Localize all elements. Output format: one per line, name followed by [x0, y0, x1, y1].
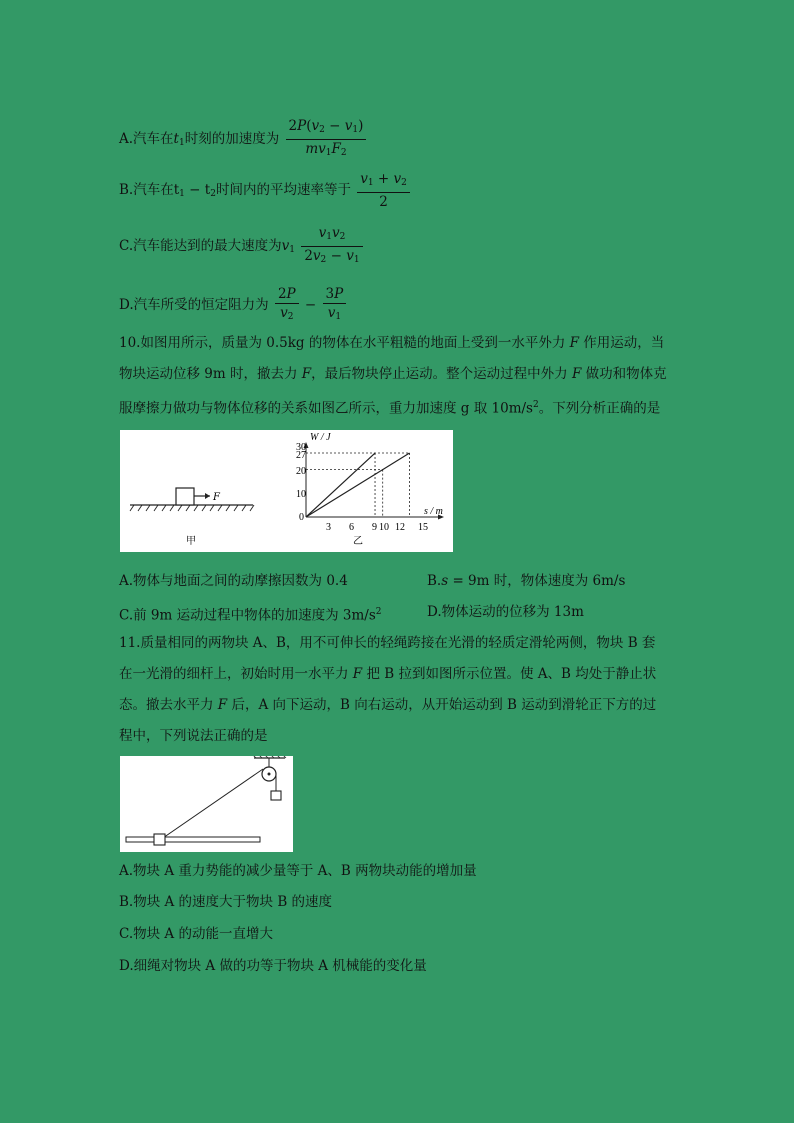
q10-option-b: B.s = 9m 时，物体速度为 6m/s — [427, 573, 626, 589]
block-a — [271, 791, 281, 800]
block — [176, 488, 194, 505]
q10-line-1-end: 作用运动，当 — [583, 335, 665, 351]
q11-option-c: C.物块 A 的动能一直增大 — [119, 926, 273, 942]
q11-line-3: 态。撤去水平力 F 后，A 向下运动，B 向右运动，从开始运动到 B 运动到滑轮正下方的过 — [119, 697, 657, 713]
q10-line-2-end: ，最后物块停止运动。整个运动过程中外力 — [311, 366, 568, 382]
q10-line-3-end: 。下列分析正确的是 — [538, 400, 661, 417]
q11-line-3-end: 后，A 向下运动，B 向右运动，从开始运动到 B 运动到滑轮正下方的过 — [231, 697, 657, 713]
block-b — [154, 834, 165, 845]
q9-c-prefix: C.汽车能达到的最大速度为 — [119, 238, 282, 254]
q9-a-mid: 时刻的加速度为 — [184, 131, 280, 147]
y-tick-label: 27 — [296, 450, 306, 461]
y-tick-label: 0 — [299, 512, 304, 523]
q11-line-2-end: 把 B 拉到如图所示位置。使 A、B 均处于静止状 — [366, 666, 657, 682]
q10-line-1: 10.如图用所示，质量为 0.5kg 的物体在水平粗糙的地面上受到一水平外力 F 作用运动，当 — [119, 335, 665, 351]
q9-d-prefix: D.汽车所受的恒定阻力为 — [119, 297, 269, 313]
x-tick-label: 12 — [395, 522, 405, 533]
q10-figure — [120, 430, 453, 552]
q10-option-a: A.物体与地面之间的动摩擦因数为 0.4 — [119, 573, 348, 589]
q9-b-mid: 时间内的平均速率等于 — [215, 182, 351, 198]
x-tick-label: 10 — [379, 522, 389, 533]
q9-option-c: C.汽车能达到的最大速度为$v_1$ $\frac{v_1v_2}{2v_2 - v_1}$ — [119, 224, 365, 269]
q11-figure — [120, 756, 293, 852]
q11-option-a: A.物块 A 重力势能的减少量等于 A、B 两物块动能的增加量 — [119, 863, 477, 879]
q9-d-formula-2: $\frac{3P}{v_1}$ — [323, 285, 347, 326]
block-diagram — [130, 488, 254, 547]
x-ticks — [326, 522, 428, 533]
q11-line-2-text: 在一光滑的细杆上，初始时用一水平力 — [119, 666, 349, 682]
q9-c-formula: $\frac{v_1v_2}{2v_2 - v_1}$ — [301, 224, 362, 269]
q9-b-formula: $\frac{v_1 + v_2}{2}$ — [357, 170, 410, 211]
q10-b-rest: = 9m 时，物体速度为 6m/s — [448, 573, 626, 589]
q11-line-4: 程中，下列说法正确的是 — [119, 728, 268, 744]
q11-line-2: 在一光滑的细杆上，初始时用一水平力 F 把 B 拉到如图所示位置。使 A、B 均处于静止状 — [119, 666, 657, 682]
q9-d-formula-1: $\frac{2P}{v_2}$ — [275, 285, 299, 326]
x-tick-label: 3 — [326, 522, 331, 533]
q9-option-b: B.汽车在$t_1 - t_2$时间内的平均速率等于 $\frac{v_1 + v_2}{2}$ — [119, 170, 412, 211]
y-tick-label: 30 — [296, 442, 306, 453]
q9-b-prefix: B.汽车在 — [119, 182, 174, 198]
series-line-1 — [306, 453, 375, 517]
thin-rod — [126, 837, 260, 842]
x-axis-label: s / m — [424, 506, 443, 517]
force-label: F — [213, 492, 220, 503]
work-displacement-graph — [296, 432, 444, 547]
q11-option-d: D.细绳对物块 A 做的功等于物块 A 机械能的变化量 — [119, 958, 427, 974]
q10-line-3: 服摩擦力做功与物体位移的关系如图乙所示，重力加速度 g 取 $10m/s^2$。下列分析正确的是 — [119, 400, 661, 417]
q9-a-formula: $\frac{2P(v_2 - v_1)}{mv_1F_2}$ — [286, 117, 367, 162]
q11-line-1: 11.质量相同的两物块 A、B，用不可伸长的轻绳跨接在光滑的轻质定滑轮两侧，物块 B 套 — [119, 635, 656, 651]
q10-line-2-end2: 做功和物体克 — [585, 366, 667, 382]
x-tick-label: 9 — [372, 522, 377, 533]
q9-option-a: A.汽车在$t_1$时刻的加速度为 $\frac{2P(v_2 - v_1)}{mv_1F_2}$ — [119, 117, 368, 162]
x-tick-label: 6 — [349, 522, 354, 533]
q11-figure-svg — [120, 756, 293, 852]
q10-option-c: C.前 9m 运动过程中物体的加速度为 $3m/s^2$ — [119, 607, 382, 624]
y-axis-label: W / J — [310, 432, 331, 443]
right-caption: 乙 — [353, 536, 363, 547]
q10-option-d: D.物体运动的位移为 13m — [427, 604, 584, 620]
x-tick-label: 15 — [418, 522, 428, 533]
y-ticks — [296, 442, 306, 523]
q9-a-prefix: A.汽车在 — [119, 131, 174, 147]
q10-line-1-text: 10.如图用所示，质量为 0.5kg 的物体在水平粗糙的地面上受到一水平外力 — [119, 335, 566, 351]
q10-line-2-text: 物块运动位移 9m 时，撤去力 — [119, 366, 298, 382]
y-tick-label: 20 — [296, 466, 306, 477]
y-tick-label: 10 — [296, 489, 306, 500]
q11-option-b: B.物块 A 的速度大于物块 B 的速度 — [119, 894, 333, 910]
q10-line-2: 物块运动位移 9m 时，撤去力 F，最后物块停止运动。整个运动过程中外力 F 做功和物体克 — [119, 366, 667, 382]
q11-line-3-text: 态。撤去水平力 — [119, 697, 214, 713]
q10-b-prefix: B. — [427, 573, 442, 589]
q10-line-3-text: 服摩擦力做功与物体位移的关系如图乙所示，重力加速度 g 取 10m/s — [119, 400, 533, 417]
q10-c-text: C.前 9m 运动过程中物体的加速度为 3m/s — [119, 607, 376, 624]
left-caption: 甲 — [186, 536, 196, 547]
q9-option-d: D.汽车所受的恒定阻力为 $\frac{2P}{v_2}$ − $\frac{3P}{v_1}$ — [119, 285, 348, 326]
rope-to-b — [160, 769, 263, 840]
series-line-2 — [306, 453, 410, 517]
q10-figure-svg — [120, 430, 453, 552]
